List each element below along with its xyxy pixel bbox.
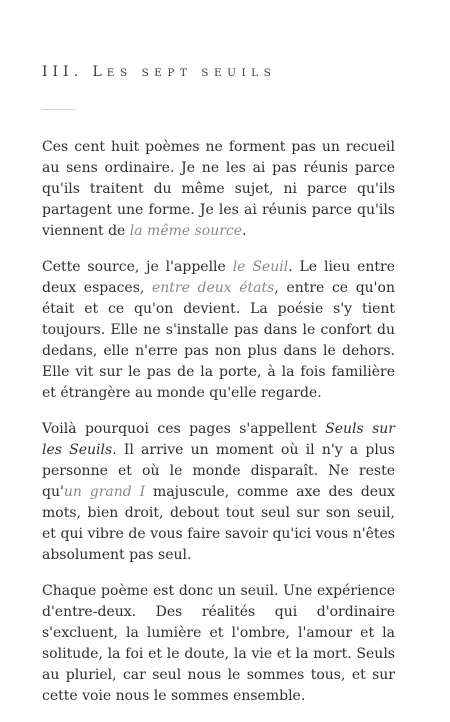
text-segment: . Il arrive un moment où il n'y a plus personne et où le monde disparaît. Ne reste qu' (42, 442, 395, 500)
text-segment: , entre ce qu'on était et ce qu'on devient. La poésie s'y tient toujours. Elle ne s'installe pas dans le confort du dedans, elle n'erre pas non plus dans le dehors. Elle vit sur le pas de la porte, à la fois familière et étrangère au monde qu'elle regarde. (42, 280, 395, 401)
chapter-title-rest: ES SEPT SEUILS (106, 67, 277, 79)
text-segment: Voilà pourquoi ces pages s'appellent (42, 421, 326, 437)
paragraph-1 (42, 137, 395, 242)
book-title-text: Seuls sur les Seuils (42, 421, 395, 458)
paragraph-4 (42, 581, 395, 707)
text-segment: majuscule, comme axe des deux mots, bien droit, debout tout seul sur son seuil, et qui vibre de vous faire savoir qu'ici vous n'êtes absolument pas seul. (42, 484, 395, 563)
text-segment: . Le lieu entre deux espaces, (42, 259, 396, 296)
heading-divider (42, 109, 76, 110)
chapter-heading (42, 64, 276, 80)
chapter-body (42, 137, 395, 722)
text-segment: Chaque poème est donc un seuil. Une expérience d'entre-deux. Des réalités qui d'ordinaire s'excluent, la lumière et l'ombre, l'amour et la solitude, la foi et le doute, la vie et la mort. Seuls au pluriel, car seul nous le sommes tous, et sur cette voie nous le sommes ensemble. (42, 583, 395, 704)
text-segment: Cette source, je l'appelle (42, 259, 233, 275)
text-segment: Ces cent huit poèmes ne forment pas un recueil au sens ordinaire. Je ne les ai pas réunis parce qu'ils traitent du même sujet, ni parce qu'ils partagent une forme. Je les ai réunis parce qu'ils viennent de (42, 139, 395, 239)
chapter-number: III. (42, 64, 84, 80)
emphasis-text: un grand I (63, 484, 146, 500)
paragraph-3 (42, 419, 395, 566)
emphasis-text: le Seuil (232, 259, 289, 275)
emphasis-text: la même source (129, 223, 243, 239)
chapter-title-initial: L (92, 64, 107, 80)
paragraph-2 (42, 257, 395, 404)
text-segment: . (242, 223, 247, 239)
emphasis-text: entre deux états (151, 280, 275, 296)
